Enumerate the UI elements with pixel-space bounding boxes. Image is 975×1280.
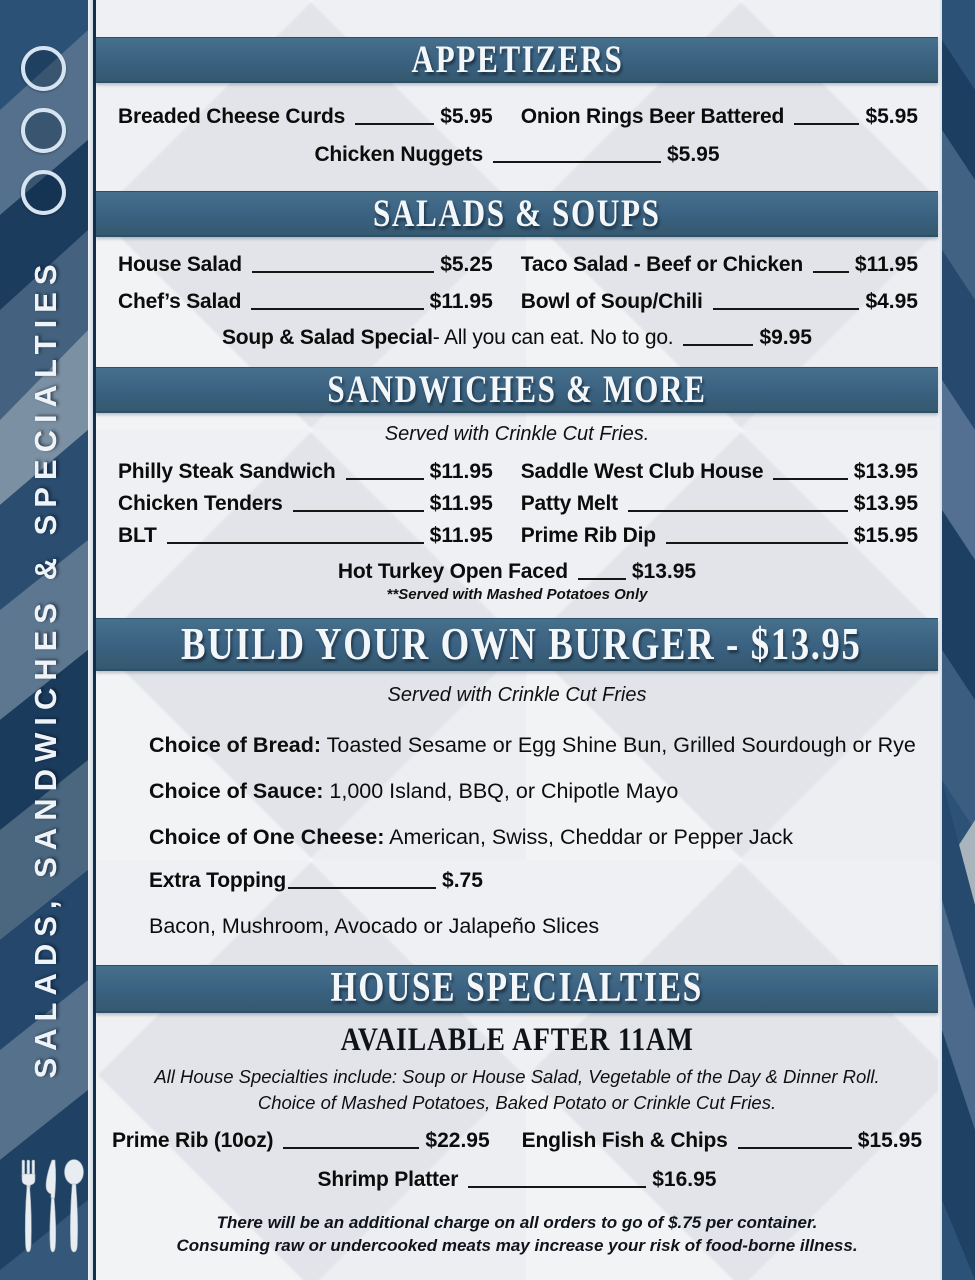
menu-page — [96, 0, 938, 1280]
item-price: $15.95 — [853, 524, 918, 547]
item-name: English Fish & Chips — [521, 1129, 728, 1152]
item-name: Soup & Salad Special — [221, 326, 433, 349]
item-price: $5.95 — [440, 105, 493, 128]
item-desc: - All you can eat. No to go. — [432, 326, 674, 349]
price-rule — [773, 478, 847, 480]
price-rule — [628, 510, 848, 512]
price-rule — [167, 542, 424, 544]
menu-item — [118, 253, 493, 277]
disclaimer-line: Consuming raw or undercooked meats may increase your risk of food-borne illness. — [176, 1236, 858, 1255]
section-sandwiches — [96, 423, 938, 618]
item-name: Taco Salad - Beef or Chicken — [520, 253, 804, 276]
sidebar — [0, 0, 88, 1280]
section-title: SALADS & SOUPS — [373, 192, 661, 235]
price-rule — [738, 1147, 852, 1149]
item-name: Bowl of Soup/Chili — [520, 290, 703, 313]
price-rule — [468, 1186, 646, 1188]
specialties-subtitle: AVAILABLE AFTER 11AM — [340, 1022, 694, 1058]
item-name: Patty Melt — [520, 492, 618, 515]
feature-footnote: **Served with Mashed Potatoes Only — [386, 586, 648, 603]
price-rule — [355, 123, 434, 125]
item-price: $9.95 — [759, 326, 812, 349]
circle-icon — [21, 170, 66, 215]
menu-item — [118, 492, 493, 516]
menu-item — [96, 1168, 938, 1192]
item-name: Philly Steak Sandwich — [118, 460, 336, 483]
item-price: $15.95 — [857, 1129, 922, 1152]
item-name: Prime Rib (10oz) — [112, 1129, 274, 1152]
price-rule — [683, 344, 753, 346]
menu-item — [521, 460, 918, 484]
item-name: House Salad — [118, 253, 242, 276]
price-rule — [578, 578, 626, 580]
item-name: Hot Turkey Open Faced — [337, 560, 568, 583]
item-price: $13.95 — [853, 492, 918, 515]
price-rule — [346, 478, 424, 480]
item-name: Chef’s Salad — [118, 290, 242, 313]
item-price: $22.95 — [425, 1129, 490, 1152]
item-price: $11.95 — [429, 460, 493, 483]
section-title: HOUSE SPECIALTIES — [330, 965, 704, 1011]
item-price: $13.95 — [853, 460, 918, 483]
item-price: $11.95 — [854, 253, 918, 276]
item-name: Chicken Nuggets — [314, 143, 483, 166]
price-rule — [666, 542, 848, 544]
item-name: BLT — [118, 524, 157, 547]
circle-icon — [21, 46, 66, 91]
section-appetizers — [96, 105, 938, 191]
menu-item — [521, 290, 918, 314]
burger-toppings: Bacon, Mushroom, Avocado or Jalapeño Slices — [149, 914, 600, 938]
section-header-sandwiches — [96, 367, 938, 413]
burger-option — [96, 825, 938, 850]
menu-item-extra-topping — [96, 869, 938, 893]
price-rule — [794, 123, 859, 125]
item-price: $.75 — [442, 869, 483, 892]
section-header-burger — [96, 618, 938, 671]
price-rule — [713, 308, 860, 310]
menu-item — [118, 460, 493, 484]
item-price: $13.95 — [631, 560, 697, 583]
sidebar-vertical-title: SALADS, SANDWICHES & SPECIALTIES — [28, 257, 63, 1079]
item-price: $11.95 — [429, 524, 493, 547]
menu-item-feature — [96, 560, 938, 584]
menu-item-special — [96, 326, 938, 350]
price-rule — [813, 271, 849, 273]
section-salads-soups — [96, 253, 938, 367]
item-price: $4.95 — [865, 290, 918, 313]
price-rule — [293, 510, 424, 512]
menu-item — [112, 1129, 490, 1153]
item-name: Prime Rib Dip — [520, 524, 656, 547]
section-title: BUILD YOUR OWN BURGER - $13.95 — [181, 618, 862, 669]
item-price: $5.95 — [865, 105, 918, 128]
option-label: Choice of One Cheese: — [149, 825, 385, 849]
section-header-salads-soups — [96, 191, 938, 237]
section-header-specialties — [96, 965, 938, 1013]
section-title: SANDWICHES & MORE — [327, 368, 707, 411]
three-circles-icon — [21, 46, 66, 232]
menu-item — [118, 524, 493, 548]
option-value: American, Swiss, Cheddar or Pepper Jack — [384, 825, 794, 849]
disclaimer-line: There will be an additional charge on all orders to go of $.75 per container. — [216, 1213, 818, 1232]
price-rule — [252, 271, 434, 273]
option-value: Toasted Sesame or Egg Shine Bun, Grilled Sourdough or Rye — [321, 733, 916, 757]
menu-item — [521, 492, 918, 516]
item-name: Saddle West Club House — [520, 460, 764, 483]
menu-item — [521, 253, 918, 277]
specialties-note: All House Specialties include: Soup or House Salad, Vegetable of the Day & Dinner Roll. — [154, 1066, 880, 1087]
circle-icon — [21, 108, 66, 153]
item-name: Chicken Tenders — [118, 492, 283, 515]
item-name: Shrimp Platter — [317, 1168, 459, 1191]
section-header-appetizers — [96, 37, 938, 83]
option-value: 1,000 Island, BBQ, or Chipotle Mayo — [323, 779, 679, 803]
item-name: Breaded Cheese Curds — [118, 105, 346, 128]
menu-item — [522, 1129, 922, 1153]
menu-item — [521, 105, 918, 129]
section-note: Served with Crinkle Cut Fries — [387, 684, 647, 706]
section-title: APPETIZERS — [411, 38, 623, 81]
menu-item — [521, 524, 918, 548]
item-price: $5.95 — [666, 143, 720, 166]
item-price: $11.95 — [429, 492, 493, 515]
section-burger — [96, 684, 938, 965]
menu-item — [96, 143, 938, 167]
item-name: Extra Topping — [149, 869, 287, 892]
section-note: Served with Crinkle Cut Fries. — [384, 423, 650, 445]
option-label: Choice of Sauce: — [149, 779, 324, 803]
item-price: $11.95 — [429, 290, 493, 313]
item-name: Onion Rings Beer Battered — [520, 105, 785, 128]
menu-item — [118, 290, 493, 314]
menu-item — [118, 105, 493, 129]
burger-option — [96, 779, 938, 804]
option-label: Choice of Bread: — [149, 733, 322, 757]
price-rule — [288, 887, 436, 889]
price-rule — [283, 1147, 419, 1149]
right-border-strip — [942, 0, 975, 1280]
burger-option — [96, 733, 938, 758]
specialties-note: Choice of Mashed Potatoes, Baked Potato or Crinkle Cut Fries. — [257, 1092, 777, 1113]
item-price: $5.25 — [440, 253, 493, 276]
price-rule — [493, 161, 661, 163]
item-price: $16.95 — [652, 1168, 717, 1191]
section-specialties — [96, 1022, 938, 1256]
price-rule — [251, 308, 423, 310]
